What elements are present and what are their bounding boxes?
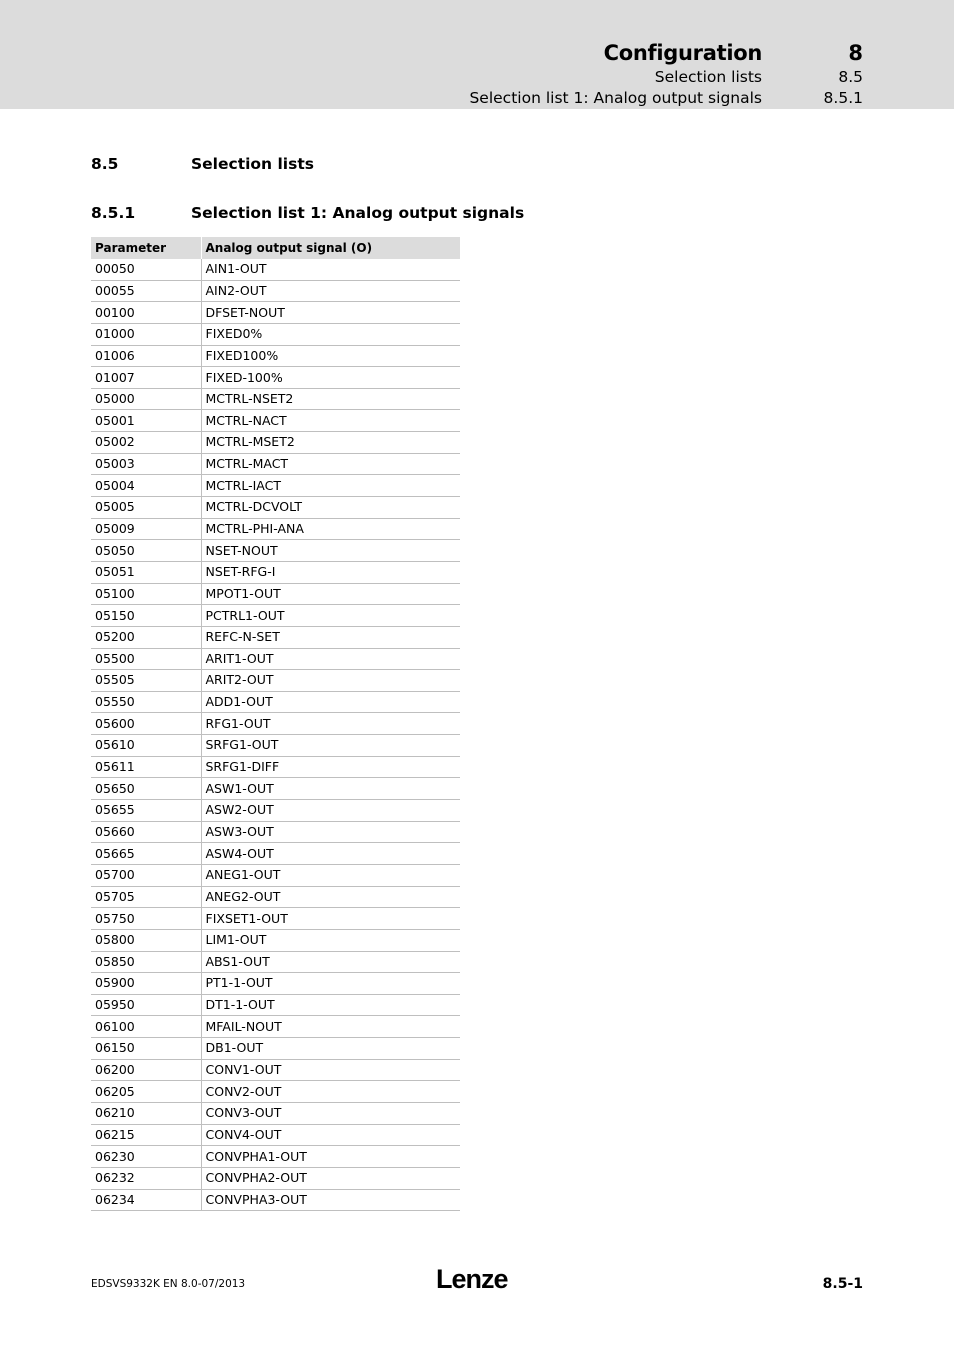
parameter-cell: 05050 <box>91 540 201 562</box>
parameter-cell: 05004 <box>91 475 201 497</box>
parameter-cell: 05009 <box>91 518 201 540</box>
signal-cell: MPOT1-OUT <box>201 583 460 605</box>
parameter-cell: 06205 <box>91 1081 201 1103</box>
parameter-cell: 06210 <box>91 1102 201 1124</box>
parameter-cell: 05200 <box>91 626 201 648</box>
table-row <box>91 475 460 497</box>
table-row <box>91 951 460 973</box>
signal-cell: DT1-1-OUT <box>201 994 460 1016</box>
parameter-cell: 05003 <box>91 453 201 475</box>
parameter-cell: 05505 <box>91 670 201 692</box>
table-row <box>91 691 460 713</box>
parameter-cell: 05150 <box>91 605 201 627</box>
signal-cell: MCTRL-PHI-ANA <box>201 518 460 540</box>
section-title: Selection list 1: Analog output signals <box>191 204 525 222</box>
signal-cell: CONV1-OUT <box>201 1059 460 1081</box>
signal-cell: DB1-OUT <box>201 1038 460 1060</box>
table-row <box>91 540 460 562</box>
table-row <box>91 561 460 583</box>
table-row <box>91 1081 460 1103</box>
section-title: Selection lists <box>191 155 314 173</box>
parameter-cell: 05650 <box>91 778 201 800</box>
table-row <box>91 1124 460 1146</box>
parameter-cell: 06234 <box>91 1189 201 1211</box>
signal-cell: FIXED-100% <box>201 367 460 389</box>
signal-cell: ANEG1-OUT <box>201 864 460 886</box>
parameter-cell: 01006 <box>91 345 201 367</box>
section-number: 8.5.1 <box>91 204 136 222</box>
table-row <box>91 605 460 627</box>
signal-cell: PT1-1-OUT <box>201 973 460 995</box>
signal-cell: MCTRL-MSET2 <box>201 432 460 454</box>
table-row <box>91 735 460 757</box>
table-row <box>91 886 460 908</box>
signal-cell: CONV4-OUT <box>201 1124 460 1146</box>
table-row <box>91 994 460 1016</box>
parameter-cell: 05000 <box>91 388 201 410</box>
table-row <box>91 280 460 302</box>
signal-cell: PCTRL1-OUT <box>201 605 460 627</box>
table-row <box>91 388 460 410</box>
parameter-cell: 05655 <box>91 800 201 822</box>
signal-cell: ARIT2-OUT <box>201 670 460 692</box>
parameter-cell: 05002 <box>91 432 201 454</box>
parameter-cell: 00055 <box>91 280 201 302</box>
parameter-cell: 05660 <box>91 821 201 843</box>
table-row <box>91 908 460 930</box>
table-row <box>91 410 460 432</box>
parameter-cell: 05950 <box>91 994 201 1016</box>
table-row <box>91 756 460 778</box>
signal-cell: SRFG1-OUT <box>201 735 460 757</box>
signal-cell: ABS1-OUT <box>201 951 460 973</box>
signal-cell: LIM1-OUT <box>201 929 460 951</box>
parameter-cell: 05610 <box>91 735 201 757</box>
signal-cell: MCTRL-IACT <box>201 475 460 497</box>
table-row <box>91 583 460 605</box>
signal-cell: FIXED100% <box>201 345 460 367</box>
header-subnumber-2: 8.5.1 <box>823 89 863 107</box>
signal-cell: ASW1-OUT <box>201 778 460 800</box>
table-row <box>91 864 460 886</box>
signal-cell: AIN2-OUT <box>201 280 460 302</box>
signal-cell: ASW3-OUT <box>201 821 460 843</box>
parameter-cell: 05900 <box>91 973 201 995</box>
header-subnumber-1: 8.5 <box>838 68 863 86</box>
selection-list-table <box>91 237 460 1211</box>
table-row <box>91 1038 460 1060</box>
parameter-cell: 06230 <box>91 1146 201 1168</box>
table-row <box>91 1016 460 1038</box>
table-row <box>91 345 460 367</box>
table-row <box>91 1189 460 1211</box>
header-subtitle-1: Selection lists <box>654 68 762 86</box>
column-header-parameter: Parameter <box>91 237 201 259</box>
signal-cell: ASW4-OUT <box>201 843 460 865</box>
table-row <box>91 670 460 692</box>
parameter-cell: 05665 <box>91 843 201 865</box>
parameter-cell: 00100 <box>91 302 201 324</box>
parameter-cell: 05005 <box>91 497 201 519</box>
document-id: EDSVS9332K EN 8.0-07/2013 <box>91 1278 246 1290</box>
parameter-cell: 05001 <box>91 410 201 432</box>
signal-cell: MCTRL-NACT <box>201 410 460 432</box>
signal-cell: MFAIL-NOUT <box>201 1016 460 1038</box>
parameter-cell: 05550 <box>91 691 201 713</box>
table-row <box>91 497 460 519</box>
signal-cell: ADD1-OUT <box>201 691 460 713</box>
parameter-cell: 06100 <box>91 1016 201 1038</box>
parameter-cell: 01007 <box>91 367 201 389</box>
table-row <box>91 713 460 735</box>
parameter-cell: 00050 <box>91 259 201 280</box>
lenze-logo <box>436 1262 516 1294</box>
table-header-row <box>91 237 460 259</box>
parameter-cell: 05500 <box>91 648 201 670</box>
table-row <box>91 432 460 454</box>
table-row <box>91 843 460 865</box>
signal-cell: CONVPHA1-OUT <box>201 1146 460 1168</box>
column-header-signal: Analog output signal (O) <box>201 237 460 259</box>
table-row <box>91 929 460 951</box>
signal-cell: REFC-N-SET <box>201 626 460 648</box>
parameter-cell: 05700 <box>91 864 201 886</box>
signal-cell: SRFG1-DIFF <box>201 756 460 778</box>
table-row <box>91 821 460 843</box>
table-row <box>91 778 460 800</box>
table-row <box>91 323 460 345</box>
signal-cell: RFG1-OUT <box>201 713 460 735</box>
signal-cell: FIXED0% <box>201 323 460 345</box>
parameter-cell: 05600 <box>91 713 201 735</box>
signal-cell: CONV3-OUT <box>201 1102 460 1124</box>
signal-cell: CONVPHA3-OUT <box>201 1189 460 1211</box>
parameter-cell: 05850 <box>91 951 201 973</box>
parameter-cell: 06215 <box>91 1124 201 1146</box>
parameter-cell: 01000 <box>91 323 201 345</box>
signal-cell: DFSET-NOUT <box>201 302 460 324</box>
table-row <box>91 453 460 475</box>
signal-cell: MCTRL-MACT <box>201 453 460 475</box>
section-number: 8.5 <box>91 155 119 173</box>
chapter-number: 8 <box>848 41 863 65</box>
parameter-cell: 05051 <box>91 561 201 583</box>
table-row <box>91 1102 460 1124</box>
parameter-cell: 05100 <box>91 583 201 605</box>
table-row <box>91 648 460 670</box>
signal-cell: ARIT1-OUT <box>201 648 460 670</box>
signal-cell: NSET-NOUT <box>201 540 460 562</box>
table-row <box>91 367 460 389</box>
parameter-cell: 05750 <box>91 908 201 930</box>
signal-cell: MCTRL-DCVOLT <box>201 497 460 519</box>
parameter-cell: 05800 <box>91 929 201 951</box>
lenze-logo-text: Lenze <box>436 1264 508 1294</box>
table-row <box>91 1059 460 1081</box>
signal-cell: AIN1-OUT <box>201 259 460 280</box>
header-subtitle-2: Selection list 1: Analog output signals <box>469 89 762 107</box>
table-row <box>91 1146 460 1168</box>
signal-cell: CONVPHA2-OUT <box>201 1167 460 1189</box>
table-row <box>91 800 460 822</box>
table-row <box>91 626 460 648</box>
parameter-cell: 06150 <box>91 1038 201 1060</box>
parameter-cell: 06232 <box>91 1167 201 1189</box>
chapter-title: Configuration <box>603 41 762 65</box>
page-number: 8.5-1 <box>822 1276 863 1292</box>
parameter-cell: 05611 <box>91 756 201 778</box>
table-row <box>91 973 460 995</box>
parameter-cell: 05705 <box>91 886 201 908</box>
signal-cell: NSET-RFG-I <box>201 561 460 583</box>
signal-cell: ASW2-OUT <box>201 800 460 822</box>
table-row <box>91 259 460 280</box>
signal-cell: FIXSET1-OUT <box>201 908 460 930</box>
parameter-cell: 06200 <box>91 1059 201 1081</box>
table-row <box>91 1167 460 1189</box>
table-row <box>91 302 460 324</box>
signal-cell: MCTRL-NSET2 <box>201 388 460 410</box>
signal-cell: CONV2-OUT <box>201 1081 460 1103</box>
table-row <box>91 518 460 540</box>
signal-cell: ANEG2-OUT <box>201 886 460 908</box>
